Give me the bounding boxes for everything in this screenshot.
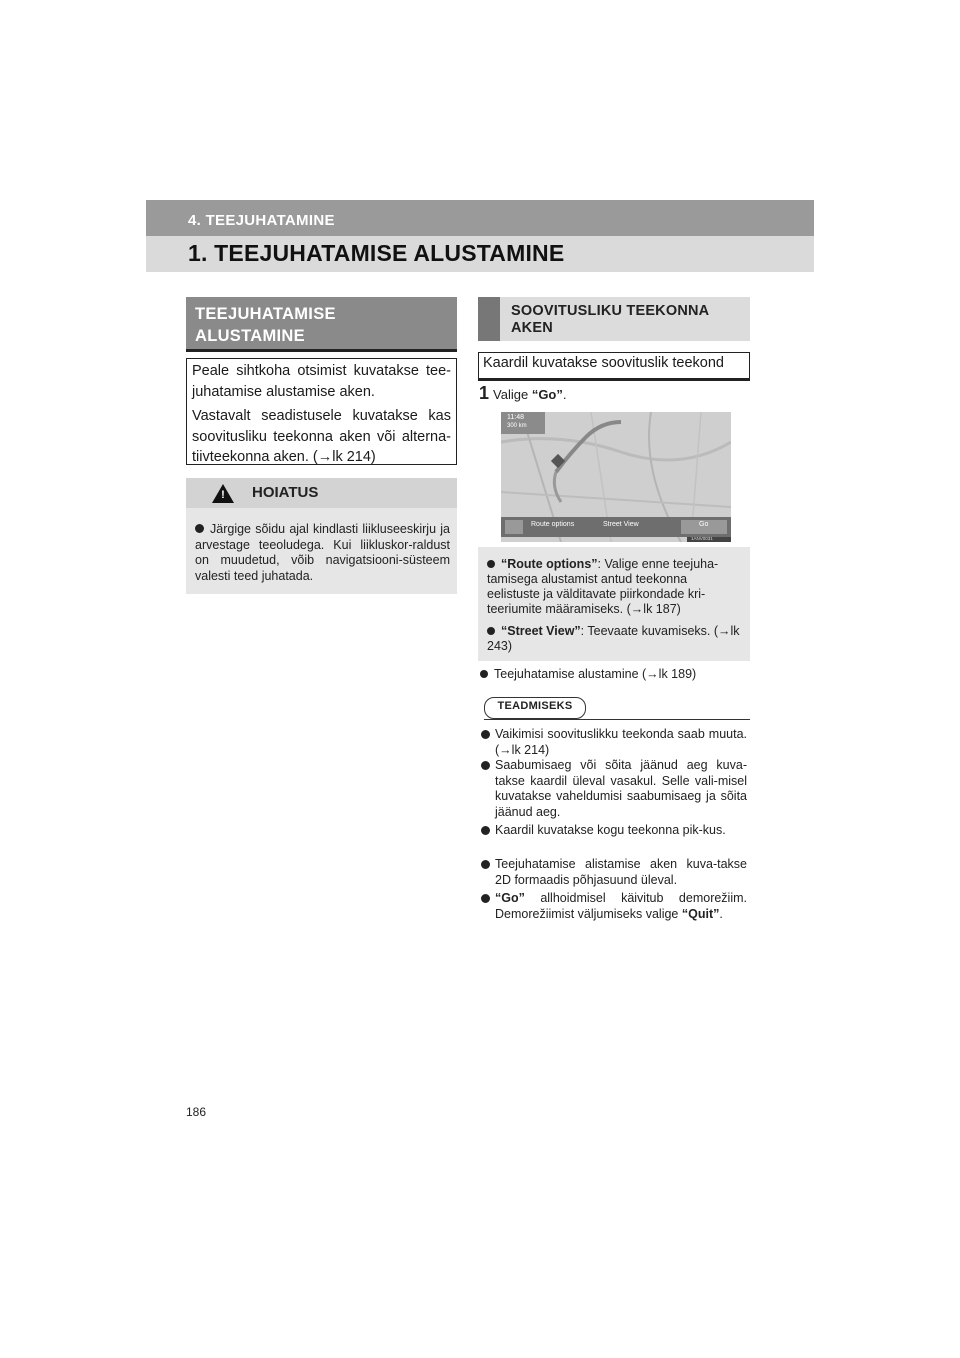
teadmiseks-item-2: Saabumisaeg või sõita jäänud aeg kuva-takse kaardil üleval vasakul. Selle vali-misel kuvatakse vaheldumisi saabumisaeg ja sõita jäänud aeg. [481,758,747,820]
map-screenshot [501,412,731,542]
warning-text-block [195,522,450,584]
bullet-icon [487,627,495,635]
teadmiseks-item-1: Vaikimisi soovituslikku teekonda saab muuta. (→lk 214) [481,727,747,758]
map-street-view-label: Street View [603,521,639,528]
chapter-label: 4. TEEJUHATAMINE [188,212,335,229]
right-subtitle: Kaardil kuvatakse soovituslik teekond [483,355,724,371]
map-corner-code: 1ANV0031 [691,536,713,541]
start-guidance-line: Teejuhatamise alustamine (→lk 189) [480,667,696,681]
bullet-icon [481,730,490,739]
map-info-item-route-options: “Route options”: Valige enne teejuha-tamisega alustamist antud teekonna eelistuste ja välditavate piirkondade kri-teeriumite määramiseks. (→lk 187) [487,557,719,616]
map-info-item-street-view: “Street View”: Teevaate kuvamiseks. (→lk 243) [487,624,740,653]
bullet-icon [481,826,490,835]
intro-box [186,358,457,465]
step-1: 1 Valige “Go”. [479,383,567,403]
page-number: 186 [186,1105,207,1119]
teadmiseks-item-5: “Go” allhoidmisel käivitub demorežiim. Demorežiimist väljumiseks valige “Quit”. [481,891,747,922]
map-go-label: Go [699,521,709,528]
warning-box [186,478,457,594]
right-subtitle-box [478,352,750,381]
page-title: 1. TEEJUHATAMISE ALUSTAMINE [188,240,565,266]
warning-text: Järgige sõidu ajal kindlasti liikluseeskirju ja arvestage teeoludega. Kui liikluskor-raldust on muudetud, võib navigatsiooni-süsteem valesti teed juhatada. [195,522,450,583]
warning-label: HOIATUS [252,484,319,501]
teadmiseks-item-4: Teejuhatamise alistamise aken kuva-takse 2D formaadis põhjasuund üleval. [481,857,747,888]
bullet-icon [481,860,490,869]
teadmiseks-label-box [484,697,586,719]
teadmiseks-item-3: Kaardil kuvatakse kogu teekonna pik-kus. [481,823,747,839]
bullet-icon [481,761,490,770]
map-distance-label: 300 km [507,423,527,429]
map-route-options-label: Route options [531,521,575,528]
map-info-panel [478,547,750,661]
bullet-icon [195,524,204,533]
left-section-title-text: TEEJUHATAMISE ALUSTAMINE [195,305,336,345]
right-section-title [478,297,750,341]
right-section-title-text: SOOVITUSLIKU TEEKONNA AKEN [511,303,709,336]
map-time-label: 11:48 [507,414,524,421]
go-label: “Go” [531,387,563,402]
intro-paragraph-2: Vastavalt seadistusele kuvatakse kas soovitusliku teekonna aken või alterna-tiivteekonna aken. (→lk 214) [192,408,451,465]
chapter-header [146,200,814,236]
step-number: 1 [479,383,490,403]
bullet-icon [480,670,488,678]
intro-paragraph-1: Peale sihtkoha otsimist kuvatakse tee-juhatamise alustamise aken. [192,363,451,400]
left-section-title [186,297,457,352]
bullet-icon [481,894,490,903]
page-title-band [146,236,814,272]
teadmiseks-label: TEADMISEKS [497,700,573,712]
bullet-icon [487,560,495,568]
warning-header: ! HOIATUS [186,478,457,508]
